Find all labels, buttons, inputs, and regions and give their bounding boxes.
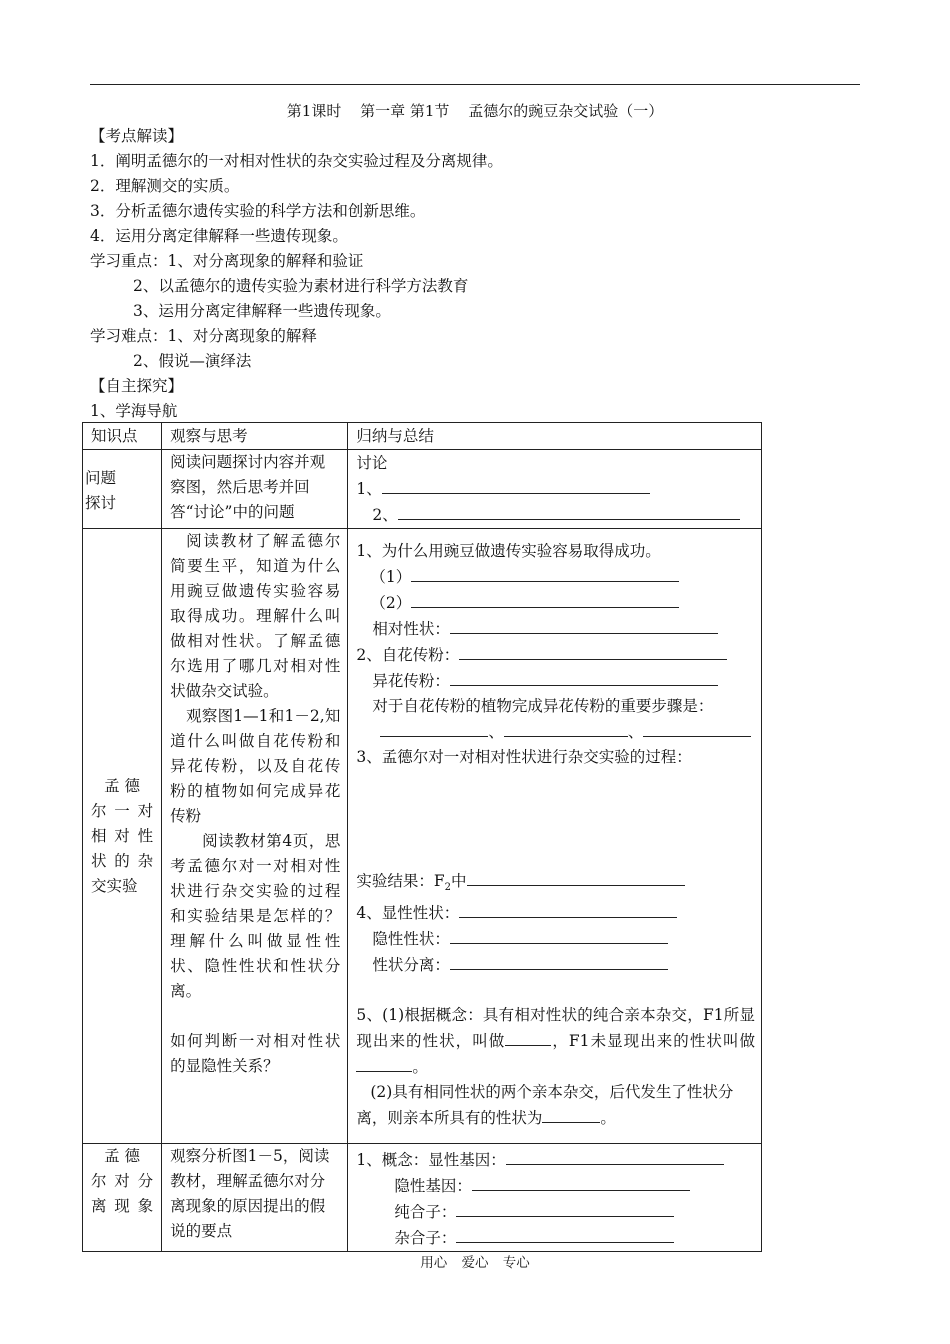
- header-summary: 归纳与总结: [348, 423, 762, 450]
- header-observe-think: 观察与思考: [162, 423, 348, 450]
- answer-blank[interactable]: [504, 719, 628, 737]
- observe-mendel-experiment: 阅读教材了解孟德尔简要生平，知道为什么用豌豆做遗传实验容易取得成功。理解什么叫做相对性状。了解孟德尔选用了哪几对相对性状做杂交试验。 观察图1—1和1－2,知道什么叫做自花传粉和异花传粉，以及自花传粉的植物如何完成异花传粉 阅读教材第4页，思考孟德尔对一对相对性状进行杂交实验的过程和实验结果是怎样的？理解什么叫做显性性状、隐性性状和性状分离。 如何判断一对相对性状的显隐性关系？: [162, 529, 348, 1144]
- difficult-points-label: 学习难点：: [90, 327, 168, 345]
- kp-mendel-explanation: 孟 德 尔 对 分 离 现 象: [83, 1144, 162, 1252]
- table-header-row: [83, 423, 762, 450]
- objective-3: 3．分析孟德尔遗传实验的科学方法和创新思维。: [90, 202, 426, 220]
- header-rule: [90, 84, 860, 85]
- answer-blank[interactable]: [356, 1054, 412, 1072]
- kp-problem: 问题 探讨: [83, 450, 162, 529]
- difficult-point-1-text: 1、对分离现象的解释: [167, 327, 317, 345]
- page-footer: 用心 爱心 专心: [420, 1255, 530, 1271]
- difficult-point-2: 2、假说—演绎法: [133, 352, 252, 370]
- answer-blank[interactable]: [472, 1173, 690, 1191]
- table-row-mendel-experiment: [83, 529, 762, 1144]
- page-title: [90, 100, 860, 121]
- section-heading-kaodian: 【考点解读】: [90, 127, 184, 145]
- title-lesson: 第1课时: [286, 102, 342, 120]
- key-point-2: 2、以孟德尔的遗传实验为素材进行科学方法教育: [133, 277, 469, 295]
- study-table: [82, 422, 762, 1252]
- answer-blank[interactable]: [459, 900, 677, 918]
- summary-mendel-experiment: 1、为什么用豌豆做遗传实验容易取得成功。 （1） （2） 相对性状： 2、自花传粉： 异花传粉： 对于自花传粉的植物完成异花传粉的重要步骤是： 、 、 3、孟德尔对一对相对性状进行杂交实验的过程： 实验结果：$F_2$中 4、显性性状： 隐性性状： 性状分离： 5、(1)根据概念：具有相对性状的纯合亲本杂交，F1所显现出来的性状，叫做 ，F1未显现出来的性状叫做。 (2)具有相同性状的两个亲本杂交，后代发生了性状分离，则亲本所具有的性状为 。: [348, 529, 762, 1144]
- table-row-mendel-explanation: [83, 1144, 762, 1252]
- objective-4: 4．运用分离定律解释一些遗传现象。: [90, 227, 348, 245]
- answer-blank[interactable]: [450, 952, 668, 970]
- title-topic: 孟德尔的豌豆杂交试验（一）: [468, 102, 664, 120]
- title-chapter: 第一章 第1节: [360, 102, 450, 120]
- answer-blank[interactable]: [450, 616, 718, 634]
- difficult-point-1: [90, 324, 317, 346]
- table-row-problem: [83, 450, 762, 529]
- kp-mendel-experiment: 孟 德 尔 一 对 相 对 性 状 的 杂 交实验: [83, 529, 162, 1144]
- summary-mendel-explanation: 1、概念：显性基因： 隐性基因： 纯合子： 杂合子：: [348, 1144, 762, 1252]
- key-points-label: 学习重点：: [90, 252, 168, 270]
- key-point-1-text: 1、对分离现象的解释和验证: [167, 252, 364, 270]
- question-5-2: (2)具有相同性状的两个亲本杂交，后代发生了性状分离，则亲本所具有的性状为 。: [356, 1083, 734, 1128]
- answer-blank[interactable]: [450, 926, 668, 944]
- sub-heading-xuehai: 1、学海导航: [90, 402, 178, 420]
- objective-2: 2．理解测交的实质。: [90, 177, 240, 195]
- summary-problem: 讨论 1、 2、: [348, 450, 762, 529]
- discussion-2: 2、: [356, 502, 761, 528]
- answer-blank[interactable]: [643, 719, 751, 737]
- answer-blank[interactable]: [542, 1105, 600, 1123]
- key-point-3: 3、运用分离定律解释一些遗传现象。: [133, 302, 391, 320]
- observe-mendel-explanation: 观察分析图1－5，阅读教材，理解孟德尔对分离现象的原因提出的假说的要点: [162, 1144, 348, 1252]
- answer-blank[interactable]: [459, 642, 727, 660]
- discussion-1: 1、: [356, 476, 761, 502]
- answer-blank[interactable]: [506, 1147, 724, 1165]
- answer-blank[interactable]: [380, 719, 488, 737]
- header-knowledge-point: 知识点: [83, 423, 162, 450]
- question-5-1: 5、(1)根据概念：具有相对性状的纯合亲本杂交，F1所显现出来的性状，叫做 ，F1未显现出来的性状叫做。: [356, 1006, 755, 1077]
- answer-blank[interactable]: [411, 564, 679, 582]
- key-point-1: [90, 249, 363, 271]
- answer-blank[interactable]: [456, 1225, 674, 1243]
- answer-blank[interactable]: [382, 476, 650, 494]
- answer-blank[interactable]: [467, 868, 685, 886]
- answer-blank[interactable]: [505, 1028, 551, 1046]
- objective-1: 1．阐明孟德尔的一对相对性状的杂交实验过程及分离规律。: [90, 152, 503, 170]
- answer-blank[interactable]: [450, 668, 718, 686]
- experiment-result: 实验结果：$F_2$中: [356, 868, 761, 900]
- answer-blank[interactable]: [456, 1199, 674, 1217]
- answer-blank[interactable]: [411, 590, 679, 608]
- section-heading-zizhu: 【自主探究】: [90, 377, 184, 395]
- observe-problem: 阅读问题探讨内容并观察图，然后思考并回答“讨论”中的问题: [162, 450, 348, 529]
- answer-blank[interactable]: [398, 502, 740, 520]
